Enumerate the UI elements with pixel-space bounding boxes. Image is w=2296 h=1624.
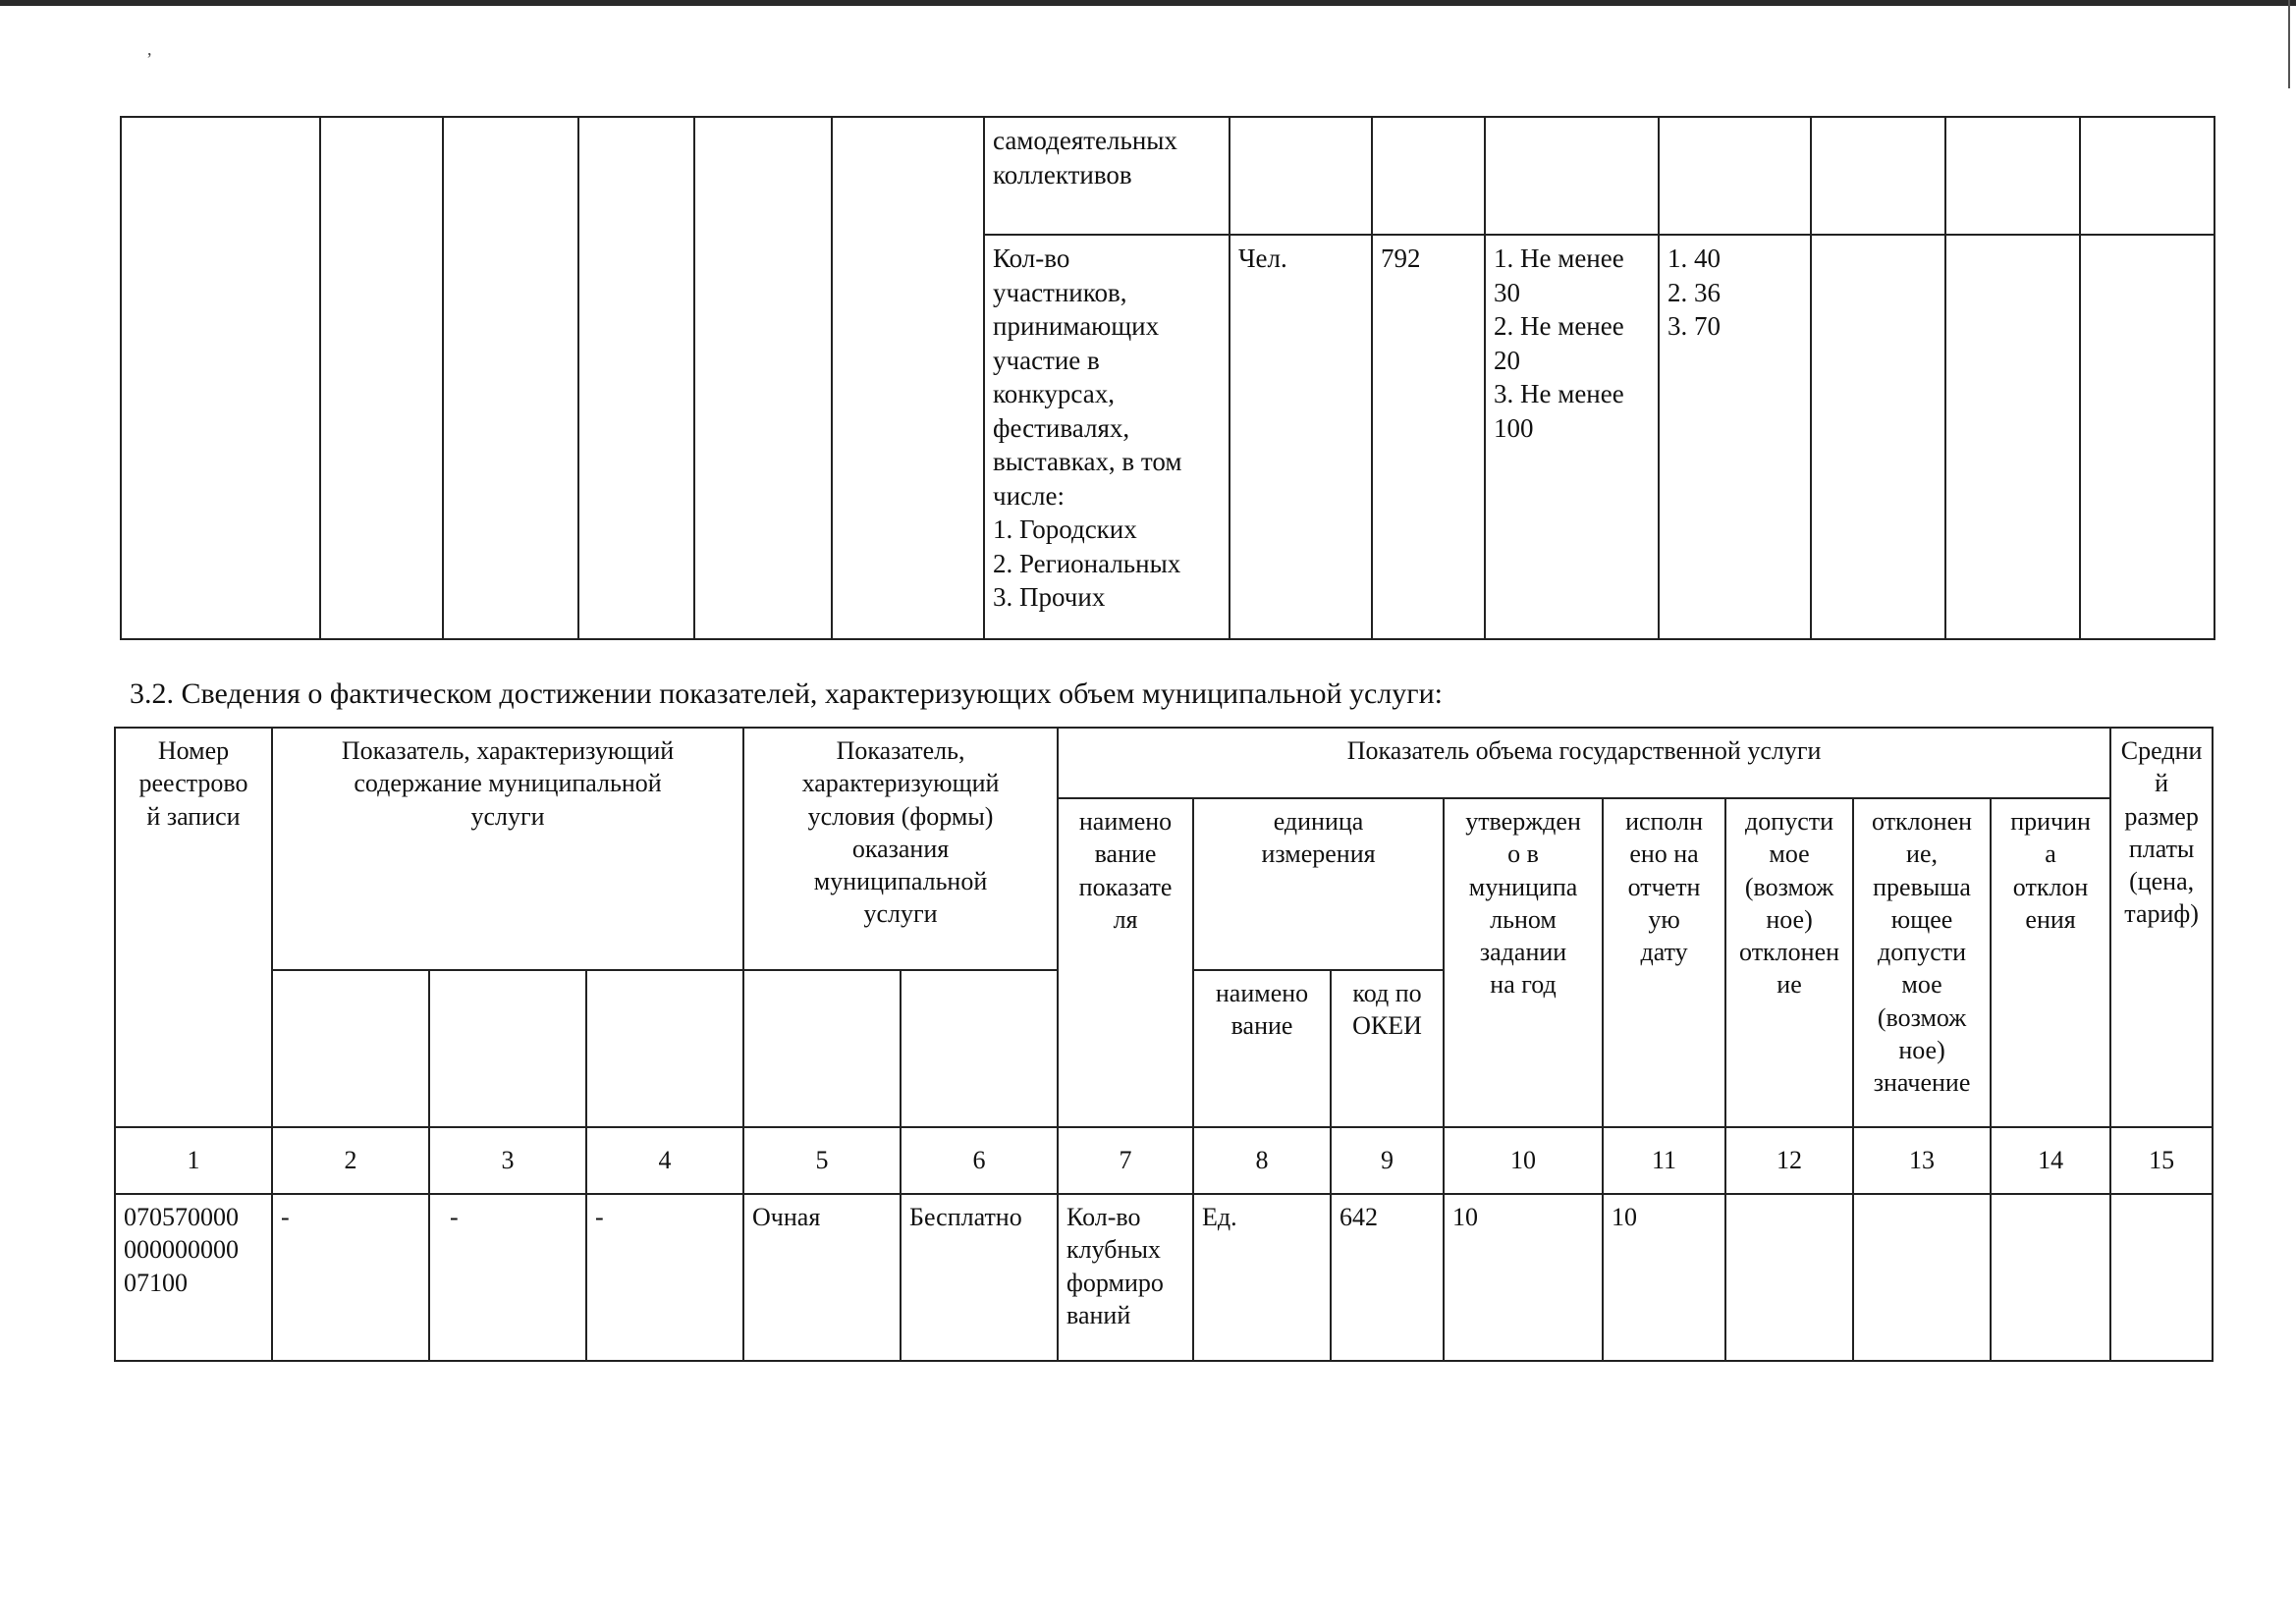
avg-fee-cell — [2110, 1194, 2213, 1361]
cell-empty — [1372, 117, 1485, 235]
okei-code-cell: 642 — [1331, 1194, 1444, 1361]
column-number: 3 — [429, 1127, 586, 1194]
subheader-empty — [743, 970, 901, 1127]
cell-empty — [1811, 235, 1945, 639]
approved-cell: 10 — [1444, 1194, 1603, 1361]
column-number: 13 — [1853, 1127, 1991, 1194]
subheader-empty — [272, 970, 429, 1127]
cell-empty — [443, 117, 578, 639]
allowed-deviation-cell — [1725, 1194, 1853, 1361]
column-number: 10 — [1444, 1127, 1603, 1194]
header-unit-name: наимено вание — [1193, 970, 1331, 1127]
content-indicator-cell: - — [429, 1194, 586, 1361]
column-number: 8 — [1193, 1127, 1331, 1194]
header-executed: исполн ено на отчетн ую дату — [1603, 798, 1725, 1127]
cell-empty — [578, 117, 694, 639]
cell-empty — [1945, 235, 2080, 639]
content-indicator-cell: - — [272, 1194, 429, 1361]
cell-empty — [1659, 117, 1811, 235]
table-row — [121, 117, 2214, 235]
header-allowed-deviation: допусти мое (возмож ное) отклонен ие — [1725, 798, 1853, 1127]
cell-empty — [2080, 117, 2214, 235]
header-avg-fee: Средни й размер платы (цена, тариф) — [2110, 728, 2213, 1127]
column-number: 9 — [1331, 1127, 1444, 1194]
column-number: 4 — [586, 1127, 743, 1194]
column-number: 1 — [115, 1127, 272, 1194]
column-number: 11 — [1603, 1127, 1725, 1194]
indicator-name-cell: Кол-во клубных формиро ваний — [1058, 1194, 1193, 1361]
header-exceeding-deviation: отклонен ие, превыша ющее допусти мое (возмож ное) значение — [1853, 798, 1991, 1127]
column-number: 15 — [2110, 1127, 2213, 1194]
cell-empty — [1485, 117, 1659, 235]
payment-cell: Бесплатно — [901, 1194, 1058, 1361]
cell-empty — [1811, 117, 1945, 235]
approved-value-cell: 1. Не менее 30 2. Не менее 20 3. Не менее 100 — [1485, 235, 1659, 639]
cell-empty — [121, 117, 320, 639]
header-deviation-reason: причин а отклон ения — [1991, 798, 2110, 1127]
cell-empty — [2080, 235, 2214, 639]
header-content-indicator: Показатель, характеризующий содержание муниципальной услуги — [272, 728, 743, 970]
indicator-name-cell: Кол-во участников, принимающих участие в конкурсах, фестивалях, выставках, в том числе: 1. Городских 2. Региональных 3. Прочих — [984, 235, 1230, 639]
header-indicator-name: наимено вание показате ля — [1058, 798, 1193, 1127]
subheader-empty — [586, 970, 743, 1127]
unit-cell: Чел. — [1230, 235, 1372, 639]
form-cell: Очная — [743, 1194, 901, 1361]
unit-name-cell: Ед. — [1193, 1194, 1331, 1361]
subheader-empty — [429, 970, 586, 1127]
cell-empty — [694, 117, 832, 639]
column-number: 12 — [1725, 1127, 1853, 1194]
header-registry-number: Номер реестрово й записи — [115, 728, 272, 1127]
column-number-row — [115, 1127, 2213, 1194]
volume-indicators-table — [114, 727, 2214, 1362]
column-number: 7 — [1058, 1127, 1193, 1194]
table-row — [115, 1194, 2213, 1361]
executed-cell: 10 — [1603, 1194, 1725, 1361]
indicators-quality-table-continued — [120, 116, 2215, 640]
okei-cell: 792 — [1372, 235, 1485, 639]
cell-empty — [1230, 117, 1372, 235]
registry-number-cell: 070570000 000000000 07100 — [115, 1194, 272, 1361]
column-number: 2 — [272, 1127, 429, 1194]
column-number: 6 — [901, 1127, 1058, 1194]
header-unit: единица измерения — [1193, 798, 1444, 970]
scan-right-border — [2288, 0, 2290, 88]
header-conditions-indicator: Показатель, характеризующий условия (формы) оказания муниципальной услуги — [743, 728, 1058, 970]
subheader-empty — [901, 970, 1058, 1127]
header-row — [115, 728, 2213, 798]
header-volume-indicator: Показатель объема государственной услуги — [1058, 728, 2110, 798]
section-heading: 3.2. Сведения о фактическом достижении показателей, характеризующих объем муниципальной услуги: — [130, 677, 1443, 710]
cell-empty — [1945, 117, 2080, 235]
scan-top-border — [0, 0, 2296, 6]
cell-empty — [832, 117, 984, 639]
column-number: 14 — [1991, 1127, 2110, 1194]
exceeding-deviation-cell — [1853, 1194, 1991, 1361]
actual-value-cell: 1. 40 2. 36 3. 70 — [1659, 235, 1811, 639]
header-approved: утвержден о в муниципа льном задании на год — [1444, 798, 1603, 1127]
scan-speck: , — [147, 39, 152, 59]
cell-empty — [320, 117, 443, 639]
column-number: 5 — [743, 1127, 901, 1194]
indicator-name-cell: самодеятельных коллективов — [984, 117, 1230, 235]
deviation-reason-cell — [1991, 1194, 2110, 1361]
content-indicator-cell: - — [586, 1194, 743, 1361]
header-okei-code: код по ОКЕИ — [1331, 970, 1444, 1127]
